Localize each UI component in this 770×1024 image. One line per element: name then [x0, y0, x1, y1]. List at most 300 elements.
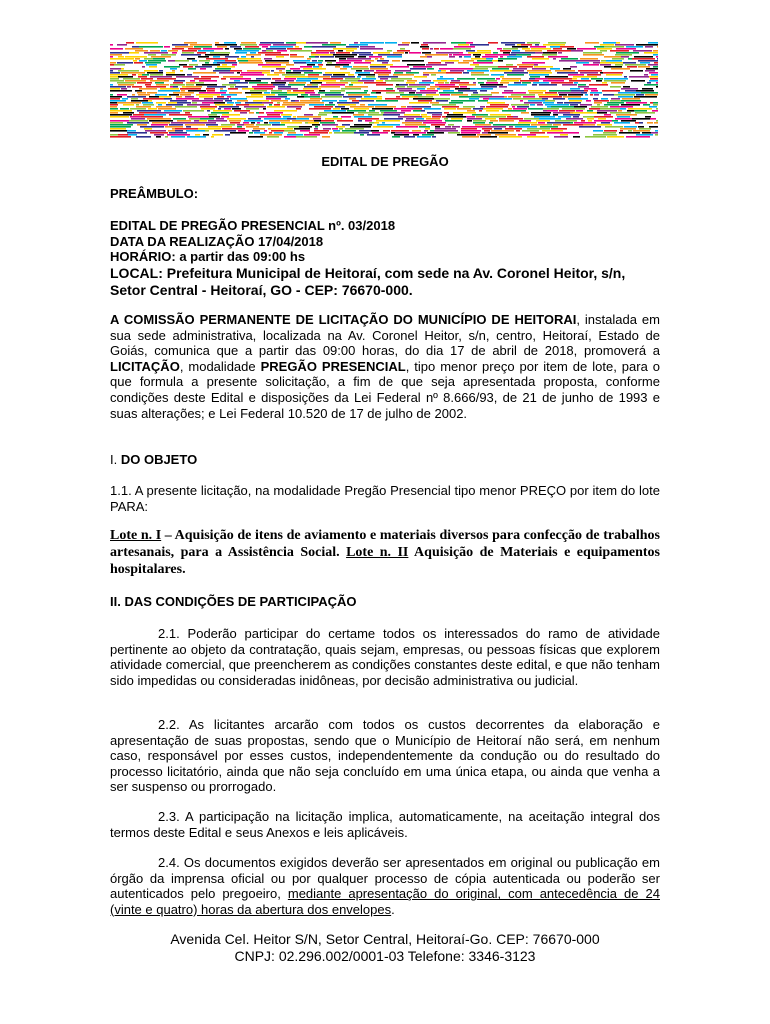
banner-stripe: [159, 70, 163, 72]
banner-stripe: [294, 128, 310, 130]
banner-stripe: [287, 90, 291, 92]
banner-stripe: [127, 122, 149, 124]
banner-stripe: [439, 86, 459, 88]
banner-stripe: [185, 112, 190, 114]
banner-stripe: [175, 60, 189, 62]
banner-stripe: [237, 100, 248, 102]
banner-stripe: [149, 120, 173, 122]
banner-stripe: [600, 44, 614, 46]
banner-stripe: [412, 106, 431, 108]
banner-stripe: [174, 80, 185, 82]
banner-stripe: [364, 70, 374, 72]
banner-stripe: [371, 130, 379, 132]
banner-stripe: [175, 128, 198, 130]
banner-stripe: [140, 126, 164, 128]
banner-stripe: [306, 62, 322, 64]
banner-stripe: [222, 128, 245, 130]
banner-stripe: [545, 104, 562, 106]
banner-stripe: [434, 48, 439, 50]
banner-stripe: [246, 96, 263, 98]
banner-stripe: [451, 42, 466, 44]
banner-stripe: [441, 60, 459, 62]
banner-stripe: [110, 136, 131, 138]
banner-stripe: [127, 96, 146, 98]
banner-stripe: [401, 110, 411, 112]
banner-stripe: [535, 44, 539, 46]
banner-stripe: [520, 100, 523, 102]
banner-stripe: [397, 50, 410, 52]
banner-stripe: [340, 80, 358, 82]
location-line-1: LOCAL: Prefeitura Municipal de Heitoraí, com sede na Av. Coronel Heitor, s/n,: [110, 264, 626, 281]
banner-stripe: [392, 60, 400, 62]
banner-stripe: [543, 80, 564, 82]
banner-stripe: [656, 86, 658, 88]
banner-stripe: [645, 94, 658, 96]
banner-stripe: [516, 130, 520, 132]
intro-text-1: , instalada em sua sede administrativa, localizada na Av. Coronel Heitor, s/n, centro, Heitoraí, Estado de Goiás, comunica que a partir das 09:00 horas, do dia 17 de abril de 2018, promoverá a: [110, 312, 660, 359]
banner-stripe: [204, 98, 213, 100]
banner-stripe: [269, 132, 272, 134]
banner-stripe: [603, 94, 614, 96]
banner-stripe: [271, 130, 284, 132]
banner-stripe: [110, 106, 117, 108]
banner-stripe: [135, 58, 140, 60]
banner-stripe: [156, 84, 169, 86]
banner-stripe: [653, 102, 658, 104]
banner-stripe: [195, 134, 200, 136]
banner-stripe: [513, 68, 527, 70]
banner-stripe: [421, 114, 427, 116]
banner-stripe: [550, 68, 560, 70]
banner-stripe: [558, 116, 571, 118]
intro-text-2: , modalidade: [179, 358, 261, 374]
banner-stripe: [628, 130, 632, 132]
banner-stripe: [312, 84, 318, 86]
banner-stripe: [578, 84, 586, 86]
banner-stripe: [318, 60, 323, 62]
banner-stripe: [274, 72, 285, 74]
banner-stripe: [351, 82, 363, 84]
banner-stripe: [359, 130, 371, 132]
banner-stripe: [127, 132, 147, 134]
banner-stripe: [278, 86, 291, 88]
banner-stripe: [133, 114, 144, 116]
banner-stripe: [635, 122, 639, 124]
banner-stripe: [517, 106, 529, 108]
banner-stripe: [168, 50, 178, 52]
banner-stripe: [266, 96, 287, 98]
banner-stripe: [121, 88, 127, 90]
banner-stripe: [563, 124, 583, 126]
banner-stripe: [183, 110, 204, 112]
banner-stripe: [493, 52, 498, 54]
banner-stripe: [186, 84, 194, 86]
banner-stripe: [617, 116, 630, 118]
banner-stripe: [354, 108, 369, 110]
banner-stripe: [366, 76, 375, 78]
banner-stripe: [563, 96, 581, 98]
banner-stripe: [505, 44, 515, 46]
banner-stripe: [532, 58, 549, 60]
banner-stripe: [458, 44, 469, 46]
banner-stripe: [426, 120, 442, 122]
banner-stripe: [461, 128, 477, 130]
banner-stripe: [409, 92, 415, 94]
banner-stripe: [628, 58, 632, 60]
banner-stripe: [555, 70, 575, 72]
banner-stripe: [326, 64, 349, 66]
banner-stripe: [292, 120, 314, 122]
banner-stripe: [330, 42, 341, 44]
banner-stripe: [601, 122, 610, 124]
banner-stripe: [144, 52, 150, 54]
banner-stripe: [422, 48, 429, 50]
banner-stripe: [449, 54, 452, 56]
banner-stripe: [391, 130, 409, 132]
banner-stripe: [522, 62, 545, 64]
banner-stripe: [262, 66, 286, 68]
banner-stripe: [358, 112, 379, 114]
banner-stripe: [229, 120, 241, 122]
banner-stripe: [528, 90, 546, 92]
banner-stripe: [451, 118, 463, 120]
banner-stripe: [168, 60, 175, 62]
banner-stripe: [573, 116, 579, 118]
section-1-title: DO OBJETO: [120, 452, 198, 467]
banner-stripe: [365, 60, 374, 62]
banner-stripe: [508, 96, 521, 98]
banner-stripe: [304, 46, 312, 48]
banner-stripe: [476, 116, 483, 118]
banner-stripe: [299, 126, 312, 128]
banner-stripe: [193, 72, 216, 74]
banner-stripe: [531, 114, 550, 116]
banner-stripe: [423, 72, 446, 74]
banner-stripe: [624, 76, 627, 78]
banner-stripe: [110, 74, 128, 76]
banner-stripe: [240, 74, 264, 76]
banner-stripe: [527, 128, 550, 130]
banner-stripe: [626, 46, 643, 48]
banner-stripe: [618, 92, 641, 94]
banner-stripe: [470, 64, 479, 66]
banner-stripe: [230, 70, 242, 72]
banner-stripe: [237, 126, 242, 128]
banner-stripe: [353, 66, 368, 68]
banner-stripe: [198, 50, 214, 52]
banner-stripe: [333, 54, 357, 56]
banner-stripe: [577, 60, 600, 62]
banner-stripe: [323, 128, 331, 130]
banner-stripe: [580, 104, 592, 106]
banner-stripe: [319, 112, 325, 114]
banner-stripe: [296, 108, 301, 110]
banner-stripe: [172, 70, 175, 72]
banner-stripe: [536, 120, 550, 122]
banner-stripe: [213, 62, 217, 64]
banner-stripe: [516, 54, 531, 56]
banner-stripe: [477, 60, 492, 62]
banner-stripe: [376, 84, 393, 86]
banner-stripe: [427, 132, 444, 134]
banner-stripe: [610, 106, 633, 108]
banner-stripe: [568, 98, 588, 100]
banner-stripe: [524, 102, 542, 104]
banner-stripe: [634, 56, 653, 58]
banner-stripe: [580, 72, 598, 74]
banner-stripe: [320, 56, 334, 58]
banner-stripe: [325, 72, 329, 74]
banner-stripe: [225, 48, 229, 50]
banner-stripe: [392, 136, 400, 138]
banner-stripe: [198, 56, 209, 58]
banner-stripe: [642, 132, 651, 134]
banner-stripe: [422, 52, 431, 54]
banner-stripe: [428, 62, 441, 64]
banner-stripe: [583, 124, 595, 126]
banner-stripe: [480, 106, 485, 108]
banner-stripe: [123, 104, 134, 106]
banner-stripe: [548, 42, 566, 44]
banner-stripe: [240, 44, 257, 46]
banner-stripe: [150, 80, 169, 82]
banner-stripe: [325, 112, 332, 114]
banner-stripe: [339, 128, 343, 130]
banner-stripe: [451, 94, 468, 96]
banner-stripe: [569, 80, 591, 82]
banner-stripe: [489, 98, 512, 100]
banner-stripe: [271, 100, 288, 102]
banner-stripe: [110, 64, 114, 66]
banner-stripe: [542, 98, 548, 100]
banner-stripe: [450, 82, 469, 84]
banner-stripe: [354, 42, 358, 44]
banner-stripe: [589, 84, 608, 86]
banner-stripe: [445, 82, 449, 84]
banner-stripe: [151, 56, 171, 58]
banner-stripe: [110, 78, 119, 80]
banner-stripe: [295, 100, 299, 102]
banner-stripe: [486, 82, 498, 84]
banner-stripe: [427, 68, 434, 70]
banner-stripe: [139, 46, 163, 48]
banner-stripe: [466, 116, 475, 118]
banner-stripe: [604, 46, 624, 48]
banner-stripe: [364, 90, 368, 92]
banner-stripe: [411, 96, 414, 98]
preambulo-label: PREÂMBULO:: [110, 186, 199, 201]
banner-stripe: [284, 130, 295, 132]
banner-stripe: [333, 74, 345, 76]
banner-stripe: [485, 118, 496, 120]
banner-stripe: [473, 68, 488, 70]
banner-stripe: [110, 120, 129, 122]
banner-stripe: [237, 124, 244, 126]
banner-stripe: [471, 72, 484, 74]
banner-stripe: [322, 136, 330, 138]
banner-stripe: [477, 134, 491, 136]
banner-stripe: [241, 56, 246, 58]
banner-stripe: [189, 64, 198, 66]
banner-stripe: [110, 116, 129, 118]
banner-stripe: [118, 134, 128, 136]
banner-stripe: [118, 76, 133, 78]
banner-stripe: [208, 126, 232, 128]
banner-stripe: [246, 108, 259, 110]
banner-stripe: [570, 88, 580, 90]
banner-stripe: [325, 94, 344, 96]
banner-stripe: [248, 136, 263, 138]
banner-stripe: [360, 46, 375, 48]
banner-stripe: [418, 100, 432, 102]
banner-stripe: [245, 102, 262, 104]
banner-stripe: [630, 70, 643, 72]
banner-stripe: [125, 48, 143, 50]
banner-stripe: [395, 86, 405, 88]
banner-stripe: [287, 106, 302, 108]
banner-stripe: [131, 98, 138, 100]
banner-stripe: [416, 92, 436, 94]
banner-stripe: [212, 134, 223, 136]
banner-stripe: [144, 58, 153, 60]
banner-stripe: [149, 66, 157, 68]
banner-stripe: [166, 104, 183, 106]
banner-stripe: [583, 54, 604, 56]
banner-stripe: [507, 74, 524, 76]
banner-stripe: [405, 124, 426, 126]
banner-stripe: [148, 60, 166, 62]
banner-stripe: [364, 96, 377, 98]
banner-stripe: [654, 122, 658, 124]
banner-stripe: [263, 108, 266, 110]
banner-stripe: [110, 86, 126, 88]
banner-stripe: [530, 104, 535, 106]
banner-stripe: [367, 134, 380, 136]
banner-stripe: [532, 84, 537, 86]
banner-stripe: [560, 134, 568, 136]
banner-stripe: [384, 118, 403, 120]
banner-stripe: [234, 110, 250, 112]
banner-stripe: [620, 128, 636, 130]
banner-stripe: [164, 110, 182, 112]
banner-stripe: [529, 72, 552, 74]
banner-stripe: [207, 86, 226, 88]
banner-stripe: [208, 120, 227, 122]
banner-stripe: [463, 60, 474, 62]
banner-stripe: [325, 60, 336, 62]
banner-stripe: [110, 98, 120, 100]
banner-stripe: [260, 42, 284, 44]
banner-stripe: [448, 124, 454, 126]
banner-stripe: [164, 46, 170, 48]
banner-stripe: [437, 88, 440, 90]
banner-stripe: [334, 132, 354, 134]
banner-stripe: [202, 102, 214, 104]
banner-stripe: [110, 110, 132, 112]
banner-stripe: [133, 60, 137, 62]
banner-stripe: [186, 86, 202, 88]
banner-stripe: [253, 100, 269, 102]
banner-stripe: [188, 68, 196, 70]
banner-stripe: [459, 52, 463, 54]
banner-stripe: [314, 106, 333, 108]
banner-stripe: [341, 116, 351, 118]
banner-stripe: [650, 118, 656, 120]
banner-stripe: [137, 124, 147, 126]
banner-stripe: [194, 120, 199, 122]
banner-stripe: [238, 130, 249, 132]
banner-stripe: [573, 76, 597, 78]
banner-stripe: [473, 120, 486, 122]
banner-stripe: [597, 124, 612, 126]
banner-stripe: [142, 102, 153, 104]
banner-stripe: [346, 50, 354, 52]
banner-stripe: [440, 88, 450, 90]
banner-stripe: [512, 46, 528, 48]
banner-stripe: [118, 70, 139, 72]
banner-stripe: [601, 98, 608, 100]
banner-stripe: [139, 60, 147, 62]
banner-stripe: [227, 118, 246, 120]
banner-stripe: [645, 70, 655, 72]
banner-stripe: [350, 126, 371, 128]
banner-stripe: [356, 70, 362, 72]
banner-stripe: [407, 106, 412, 108]
banner-stripe: [550, 46, 560, 48]
banner-stripe: [457, 108, 471, 110]
banner-stripe: [190, 44, 212, 46]
banner-stripe: [369, 56, 382, 58]
banner-stripe: [422, 80, 431, 82]
banner-stripe: [230, 46, 241, 48]
banner-stripe: [291, 100, 295, 102]
banner-stripe: [511, 52, 535, 54]
banner-stripe: [160, 88, 179, 90]
banner-stripe: [615, 54, 632, 56]
document-title: EDITAL DE PREGÃO: [321, 154, 449, 169]
banner-stripe: [155, 94, 167, 96]
banner-stripe: [419, 126, 430, 128]
banner-stripe: [265, 60, 271, 62]
banner-stripe: [519, 120, 531, 122]
banner-stripe: [634, 96, 657, 98]
banner-stripe: [215, 100, 223, 102]
banner-stripe: [373, 126, 393, 128]
banner-stripe: [319, 66, 322, 68]
location-line-2: Setor Central - Heitoraí, GO - CEP: 76670-000.: [110, 281, 413, 298]
banner-stripe: [176, 98, 199, 100]
banner-stripe: [195, 66, 212, 68]
banner-stripe: [307, 64, 315, 66]
banner-stripe: [110, 96, 122, 98]
banner-stripe: [649, 126, 658, 128]
banner-stripe: [234, 48, 242, 50]
banner-stripe: [407, 86, 426, 88]
banner-stripe: [553, 48, 562, 50]
banner-stripe: [145, 62, 161, 64]
banner-stripe: [172, 44, 188, 46]
banner-stripe: [290, 68, 300, 70]
banner-stripe: [223, 76, 243, 78]
banner-stripe: [175, 46, 193, 48]
banner-stripe: [132, 86, 142, 88]
banner-stripe: [192, 100, 215, 102]
banner-stripe: [548, 78, 572, 80]
banner-stripe: [625, 90, 636, 92]
banner-stripe: [467, 70, 489, 72]
banner-stripe: [211, 136, 214, 138]
banner-stripe: [656, 56, 658, 58]
